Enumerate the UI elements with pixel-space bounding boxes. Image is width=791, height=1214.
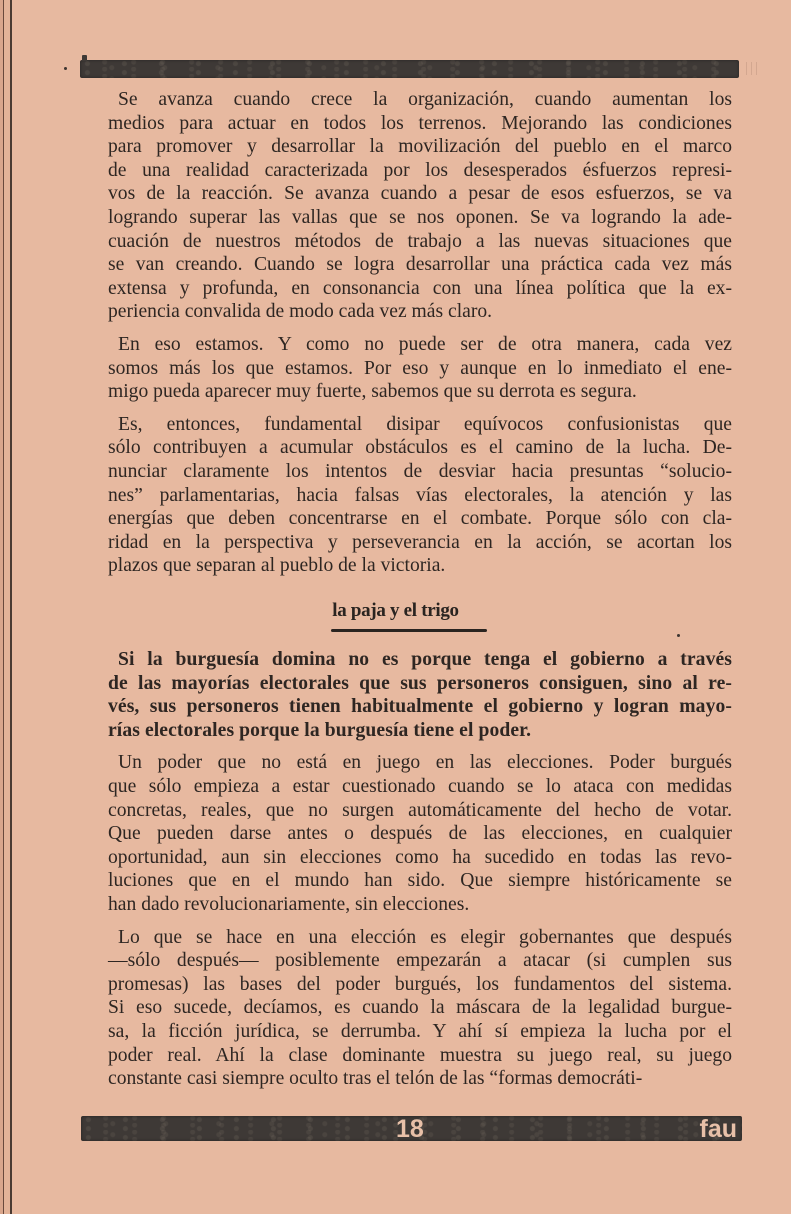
text-line: Que pueden darse antes o después de las elecciones, en cualquier <box>108 823 732 845</box>
text-line: luciones que en el mundo han sido. Que siempre históricamente se <box>108 870 732 892</box>
paragraph-p6 <box>108 926 732 1091</box>
text-line: de una realidad caracterizada por los desesperados ésfuerzos represi- <box>108 159 732 181</box>
paragraph-p5 <box>108 751 732 916</box>
text-line: —sólo después— posiblemente empezarán a atacar (si cumplen sus <box>108 950 732 972</box>
text-line: promesas) las bases del poder burgués, los fundamentos del sistema. <box>108 973 732 995</box>
text-line: energías que deben concentrarse en el combate. Porque sólo con cla- <box>108 508 732 530</box>
paragraph-p3 <box>108 413 732 578</box>
top-header-bar <box>80 60 739 78</box>
text-column-lower <box>108 648 732 1100</box>
text-line: logrando superar las vallas que se nos oponen. Se va logrando la ade- <box>108 206 732 228</box>
text-line: nes” parlamentarias, hacia falsas vías electorales, la atención y las <box>108 484 732 506</box>
text-line: rías electorales porque la burguesía tiene el poder. <box>108 719 532 741</box>
text-line: periencia convalida de modo cada vez más claro. <box>108 301 493 323</box>
section-heading-underline <box>331 629 487 632</box>
text-line: constante casi siempre oculto tras el telón de las “formas democráti- <box>108 1068 643 1090</box>
paragraph-p2 <box>108 333 732 404</box>
text-line: ridad en la perspectiva y perseverancia en la acción, se acortan los <box>108 531 732 553</box>
text-line: somos más los que estamos. Por eso y aunque en lo inmediato el ene- <box>108 357 732 379</box>
text-line: sólo contribuyen a acumular obstáculos es el camino de la lucha. De- <box>108 437 732 459</box>
text-line: sa, la ficción jurídica, se derrumba. Y ahí sí empieza la lucha por el <box>108 1020 732 1042</box>
text-line: se van creando. Cuando se logra desarrollar una práctica cada vez más <box>108 254 732 276</box>
section-heading <box>0 600 791 622</box>
text-line: Si eso sucede, decíamos, es cuando la máscara de la legalidad burgue- <box>108 997 732 1019</box>
text-line: Se avanza cuando crece la organización, cuando aumentan los <box>118 89 732 110</box>
text-line: concretas, reales, que no surgen automáticamente del hecho de votar. <box>108 799 732 821</box>
text-line: nunciar claramente los intentos de desviar hacia presuntas “solucio- <box>108 460 732 482</box>
ink-speck <box>64 67 67 70</box>
text-line: de las mayorías electorales que sus personeros consiguen, sino al re- <box>108 672 732 694</box>
text-line: migo pueda aparecer muy fuerte, sabemos que su derrota es segura. <box>108 381 637 403</box>
text-column-upper <box>108 88 732 587</box>
text-line: Lo que se hace en una elección es elegir gobernantes que después <box>118 926 732 948</box>
text-line: Un poder que no está en juego en las elecciones. Poder burgués <box>118 752 732 774</box>
text-line: oportunidad, aun sin elecciones como ha sucedido en todas las revo- <box>108 846 732 868</box>
text-line: poder real. Ahí la clase dominante muestra su juego real, su juego <box>108 1044 732 1066</box>
text-line: que sólo empieza a estar cuestionado cuando se lo ataca con medidas <box>108 775 732 797</box>
text-line: Es, entonces, fundamental disipar equívocos confusionistas que <box>118 413 732 435</box>
text-line: vés, sus personeros tienen habitualmente el gobierno y logran mayo- <box>108 696 732 718</box>
footer-bar <box>81 1116 742 1141</box>
paragraph-p1 <box>108 88 732 324</box>
page-number: 18 <box>396 1115 424 1143</box>
text-line: cuación de nuestros métodos de trabajo a las nuevas situaciones que <box>108 230 732 252</box>
text-line: para promover y desarrollar la movilización del pueblo en el marco <box>108 136 732 158</box>
text-line: En eso estamos. Y como no puede ser de otra manera, cada vez <box>118 333 732 355</box>
text-line: vos de la reacción. Se avanza cuando a pesar de esos esfuerzos, se va <box>108 183 732 205</box>
text-line: extensa y profunda, en consonancia con una línea política que la ex- <box>108 277 732 299</box>
text-line: han dado revolucionariamente, sin elecciones. <box>108 893 470 915</box>
text-line: medios para actuar en todos los terrenos. Mejorando las condiciones <box>108 112 732 134</box>
publisher-logo-text: fau <box>699 1115 737 1143</box>
text-line: plazos que separan al pueblo de la victoria. <box>108 555 446 577</box>
paragraph-p4 <box>108 648 732 742</box>
text-line: Si la burguesía domina no es porque tenga el gobierno a través <box>118 649 732 670</box>
ink-speck <box>677 634 680 637</box>
section-heading-text: la paja y el trigo <box>332 600 459 621</box>
bleed-through-mark: ||| <box>745 60 761 76</box>
